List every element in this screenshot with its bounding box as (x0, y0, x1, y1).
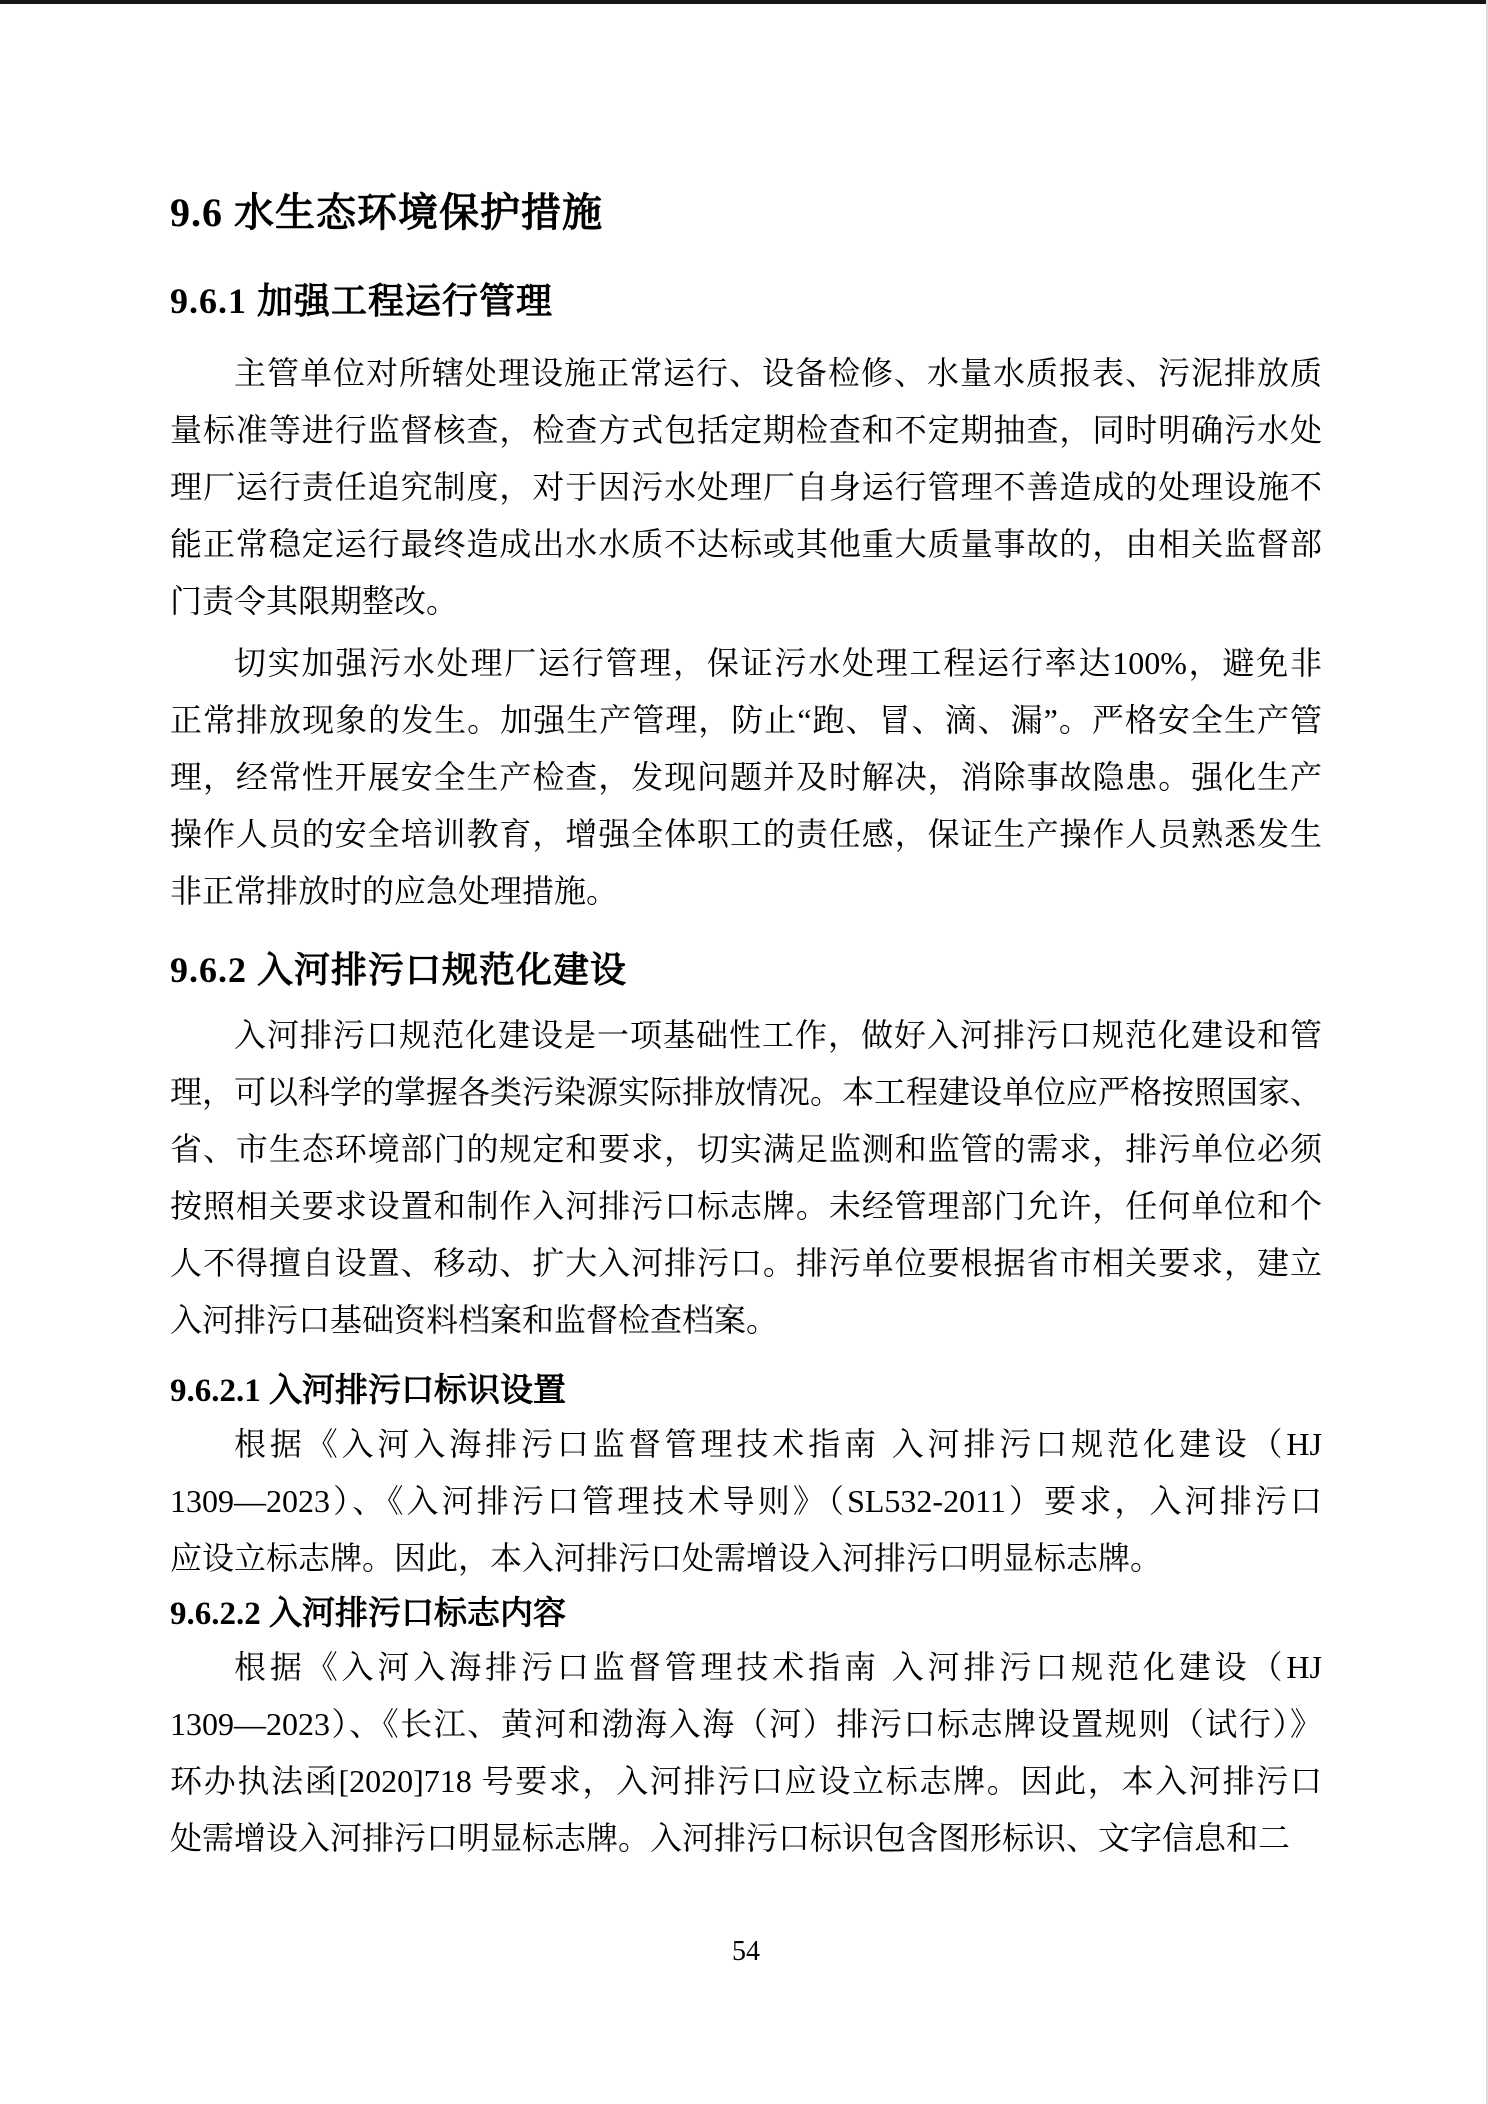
paragraph-line: 环办执法函[2020]718 号要求，入河排污口应设立标志牌。因此，本入河排污口 (170, 1763, 1322, 1799)
page-number: 54 (732, 1936, 760, 1967)
paragraph-line: 切实加强污水处理厂运行管理，保证污水处理工程运行率达100%，避免非 (234, 645, 1322, 681)
paragraph-outlet-standardization (170, 1007, 1322, 1349)
paragraph-line: 按照相关要求设置和制作入河排污口标志牌。未经管理部门允许，任何单位和个 (170, 1188, 1322, 1224)
paragraph-line: 理，经常性开展安全生产检查，发现问题并及时解决，消除事故隐患。强化生产 (170, 759, 1322, 795)
section-heading-9-6-2-2: 9.6.2.2 入河排污口标志内容 (170, 1596, 566, 1632)
paragraph-line: 根据《入河入海排污口监督管理技术指南 入河排污口规范化建设（HJ (234, 1649, 1322, 1685)
paragraph-line: 入河排污口规范化建设是一项基础性工作，做好入河排污口规范化建设和管 (234, 1017, 1322, 1053)
paragraph-line: 能正常稳定运行最终造成出水水质不达标或其他重大质量事故的，由相关监督部 (170, 526, 1322, 562)
paragraph-line: 1309—2023）、《入河排污口管理技术导则》（SL532-2011）要求，入河排污口 (170, 1483, 1322, 1519)
paragraph-line: 门责令其限期整改。 (170, 583, 459, 619)
section-heading-9-6: 9.6 水生态环境保护措施 (170, 190, 603, 235)
paragraph-line: 主管单位对所辖处理设施正常运行、设备检修、水量水质报表、污泥排放质 (234, 355, 1322, 391)
section-heading-9-6-2: 9.6.2 入河排污口规范化建设 (170, 950, 628, 990)
document-content (0, 189, 1488, 1969)
paragraph-sign-content (170, 1639, 1322, 1867)
paragraph-line: 正常排放现象的发生。加强生产管理，防止“跑、冒、滴、漏”。严格安全生产管 (170, 702, 1322, 738)
paragraph-line: 根据《入河入海排污口监督管理技术指南 入河排污口规范化建设（HJ (234, 1426, 1322, 1462)
paragraph-line: 人不得擅自设置、移动、扩大入河排污口。排污单位要根据省市相关要求，建立 (170, 1245, 1322, 1281)
paragraph-line: 应设立标志牌。因此，本入河排污口处需增设入河排污口明显标志牌。 (170, 1540, 1163, 1576)
paragraph-operation-management (170, 635, 1322, 920)
section-heading-9-6-1: 9.6.1 加强工程运行管理 (170, 281, 554, 321)
paragraph-line: 处需增设入河排污口明显标志牌。入河排污口标识包含图形标识、文字信息和二 (170, 1820, 1291, 1856)
paragraph-line: 省、市生态环境部门的规定和要求，切实满足监测和监管的需求，排污单位必须 (170, 1131, 1322, 1167)
scan-artifact-top-line (0, 0, 1488, 4)
paragraph-line: 操作人员的安全培训教育，增强全体职工的责任感，保证生产操作人员熟悉发生 (170, 816, 1322, 852)
section-heading-9-6-2-1: 9.6.2.1 入河排污口标识设置 (170, 1373, 566, 1409)
paragraph-line: 理，可以科学的掌握各类污染源实际排放情况。本工程建设单位应严格按照国家、 (170, 1074, 1323, 1110)
paragraph-sign-setting (170, 1416, 1322, 1587)
paragraph-line: 理厂运行责任追究制度，对于因污水处理厂自身运行管理不善造成的处理设施不 (170, 469, 1322, 505)
paragraph-supervision (170, 345, 1322, 630)
paragraph-line: 非正常排放时的应急处理措施。 (170, 873, 619, 909)
paragraph-line: 1309—2023）、《长江、黄河和渤海入海（河）排污口标志牌设置规则（试行）》 (170, 1706, 1322, 1742)
paragraph-line: 入河排污口基础资料档案和监督检查档案。 (170, 1302, 779, 1338)
paragraph-line: 量标准等进行监督核查，检查方式包括定期检查和不定期抽查，同时明确污水处 (170, 412, 1322, 448)
